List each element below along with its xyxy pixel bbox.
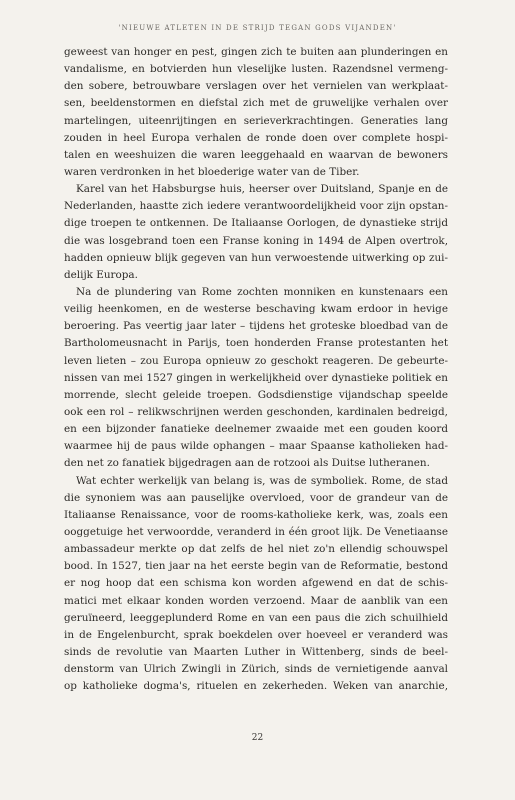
text-line: Italiaanse Renaissance, voor de rooms-katholieke kerk, was, zoals een: [64, 508, 448, 521]
text-line: hadden opnieuw blijk gegeven van hun verwoestende uitwerking op zui-: [64, 251, 448, 264]
text-line: ooggetuige het verwoordde, veranderd in één groot lijk. De Venetiaanse: [64, 525, 448, 538]
text-line: delijk Europa.: [64, 268, 138, 281]
text-line: ook een rol – relikwschrijnen werden geschonden, kardinalen bedreigd,: [64, 405, 448, 418]
text-line: bood. In 1527, tien jaar na het eerste begin van de Reformatie, bestond: [64, 560, 448, 573]
text-line: den net zo fanatiek bijgedragen aan de rotzooi als Duitse lutheranen.: [64, 457, 430, 470]
text-line: ambassadeur merkte op dat zelfs de hel niet zo'n ellendig schouwspel: [64, 543, 448, 556]
text-line: talen en weeshuizen die waren leeggehaald en waarvan de bewoners: [64, 148, 448, 161]
text-line: dige troepen te ontkennen. De Italiaanse Oorlogen, de dynastieke strijd: [64, 217, 448, 230]
text-line: Bartholomeusnacht in Parijs, toen honderden Franse protestanten het: [64, 337, 448, 350]
page-number: 22: [251, 733, 264, 743]
text-line: die synoniem was aan pauselijke overvloed, voor de grandeur van de: [64, 491, 448, 504]
text-line: zouden in heel Europa verhalen de ronde doen over complete hospi-: [64, 131, 448, 144]
text-line: op katholieke dogma's, rituelen en zekerheden. Weken van anarchie,: [64, 680, 448, 693]
text-line: waarmee hij de paus wilde ophangen – maar Spaanse katholieken had-: [64, 440, 448, 453]
text-line: martelingen, uiteenrijtingen en serieverkrachtingen. Generaties lang: [64, 114, 448, 127]
text-line: en een bijzonder fanatieke deelnemer zwaaide met een gouden koord: [64, 423, 448, 436]
text-line: in de Engelenburcht, sprak boekdelen over hoeveel er veranderd was: [64, 628, 448, 641]
text-line: sinds de revolutie van Maarten Luther in Wittenberg, sinds de beel-: [64, 645, 448, 658]
text-line: leven lieten – zou Europa opnieuw zo geschokt reageren. De gebeurte-: [64, 354, 448, 367]
text-line: Na de plundering van Rome zochten monniken en kunstenaars een: [76, 285, 448, 298]
text-line: vandalisme, en botvierden hun vleselijke lusten. Razendsnel vermeng-: [64, 63, 448, 76]
text-line: waren verdronken in het bloederige water van de Tiber.: [64, 165, 360, 178]
text-line: denstorm van Ulrich Zwingli in Zürich, sinds de vernietigende aanval: [64, 663, 448, 676]
text-line: den sobere, betrouwbare verslagen over het vernielen van werkplaat-: [64, 80, 448, 93]
paragraph: [64, 473, 448, 696]
text-line: veilig heenkomen, en de westerse beschaving kwam erdoor in hevige: [64, 303, 448, 316]
text-line: geweest van honger en pest, gingen zich te buiten aan plunderingen en: [64, 46, 448, 58]
body-text: [64, 44, 448, 695]
text-line: sen, beeldenstormen en diefstal zich met de gruwelijke verhalen over: [64, 97, 448, 110]
text-line: matici met elkaar konden worden verzoend. Maar de aanblik van een: [64, 594, 448, 607]
paragraph: [64, 181, 448, 284]
text-line: beroering. Pas veertig jaar later – tijdens het groteske bloedbad van de: [64, 320, 448, 333]
paragraph: [64, 284, 448, 473]
text-line: nissen van mei 1527 gingen in werkelijkheid over dynastieke politiek en: [64, 371, 448, 384]
text-line: Karel van het Habsburgse huis, heerser over Duitsland, Spanje en de: [76, 183, 448, 196]
text-line: die was losgebrand toen een Franse koning in 1494 de Alpen overtrok,: [64, 234, 448, 247]
paragraph: [64, 44, 448, 181]
text-line: er nog hoop dat een schisma kon worden afgewend en dat de schis-: [64, 577, 448, 590]
text-line: Nederlanden, haastte zich iedere verantwoordelijkheid voor zijn opstan-: [64, 200, 448, 213]
running-head: 'NIEUWE ATLETEN IN DE STRIJD TEGAN GODS VIJANDEN': [118, 24, 397, 32]
text-line: Wat echter werkelijk van belang is, was de symboliek. Rome, de stad: [76, 474, 448, 487]
text-line: morrende, slecht geleide troepen. Godsdienstige vijandschap speelde: [64, 388, 448, 401]
text-line: geruïneerd, leeggeplunderd Rome en van een paus die zich schuilhield: [64, 611, 448, 624]
